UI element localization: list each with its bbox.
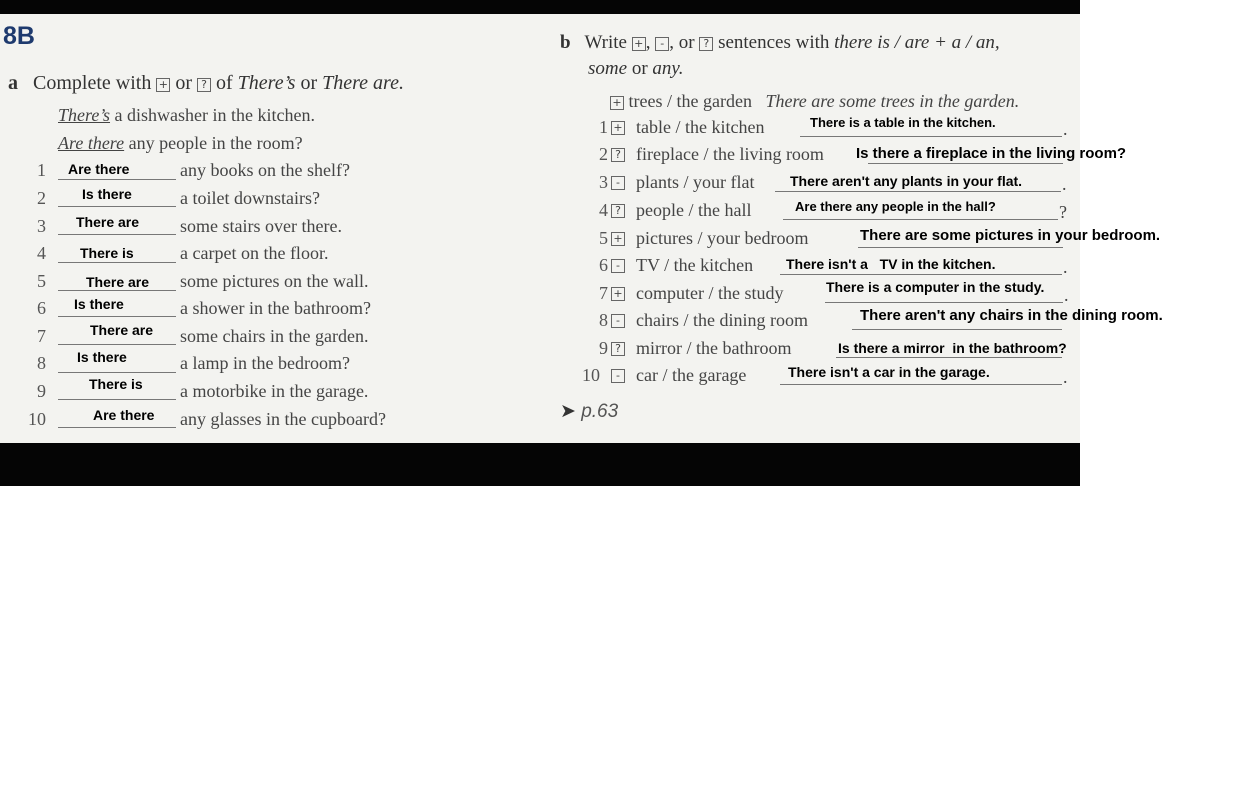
item-number: 5 — [599, 228, 608, 248]
sentence-rest: any books on the shelf? — [180, 160, 350, 180]
answer-text: There aren't any chairs in the dining room. — [860, 307, 1163, 324]
instruction-some: some — [588, 58, 628, 79]
item-prompt: fireplace / the living room — [636, 144, 824, 164]
answer-text: There are some pictures in your bedroom. — [860, 227, 1161, 244]
answer-blank — [780, 274, 1062, 275]
item-prompt: car / the garage — [636, 365, 747, 385]
answer-text: There isn't a TV in the kitchen. — [786, 256, 996, 272]
answer-text: There aren't any plants in your flat. — [790, 173, 1023, 189]
answer-text: Is there — [82, 186, 132, 202]
item-number: 3 — [599, 172, 608, 192]
item-prompt: pictures / your bedroom — [636, 228, 809, 248]
question-box-icon: ? — [197, 78, 211, 92]
line-end-punctuation: . — [1062, 174, 1067, 194]
answer-text: There is — [89, 376, 143, 392]
answer-blank — [58, 206, 176, 207]
sentence-rest: some pictures on the wall. — [180, 271, 369, 291]
answer-blank — [858, 247, 1063, 248]
item-number: 9 — [37, 381, 46, 401]
item-number: 1 — [37, 160, 46, 180]
question-box-icon: ? — [699, 37, 713, 51]
section-b-letter: b — [560, 32, 571, 53]
plus-box-icon: + — [611, 232, 625, 246]
item-number: 8 — [37, 353, 46, 373]
item-prompt: plants / your flat — [636, 172, 755, 192]
question-box-icon: ? — [611, 148, 625, 162]
example-answer: There are some trees in the garden. — [765, 91, 1020, 111]
item-prompt: mirror / the bathroom — [636, 338, 792, 358]
item-number: 9 — [599, 338, 608, 358]
unit-label: 8B — [3, 22, 35, 50]
minus-box-icon: - — [611, 259, 625, 273]
answer-text: There are — [90, 322, 154, 338]
item-number: 2 — [37, 188, 46, 208]
line-end-punctuation: ? — [1059, 202, 1067, 222]
question-box-icon: ? — [611, 342, 625, 356]
item-number: 8 — [599, 310, 608, 330]
answer-blank — [58, 316, 176, 317]
minus-box-icon: - — [611, 369, 625, 383]
instruction-comma: , — [645, 32, 651, 53]
minus-box-icon: - — [655, 37, 669, 51]
item-number: 4 — [599, 200, 608, 220]
answer-text: Is there — [77, 349, 127, 365]
item-prompt: TV / the kitchen — [636, 255, 754, 275]
answer-text: There is — [80, 245, 134, 261]
answer-blank — [58, 234, 176, 235]
sentence-rest: a carpet on the floor. — [180, 243, 329, 263]
answer-blank — [825, 302, 1063, 303]
item-number: 2 — [599, 144, 608, 164]
sentence-rest: some stairs over there. — [180, 216, 342, 236]
plus-box-icon: + — [156, 78, 170, 92]
instruction-of: of — [216, 72, 233, 94]
instruction-or: or — [631, 58, 648, 79]
plus-box-icon: + — [632, 37, 646, 51]
answer-text: Is there — [74, 296, 124, 312]
plus-box-icon: + — [611, 121, 625, 135]
answer-text: There are — [86, 274, 150, 290]
instruction-italic: there is / are + a / an, — [834, 32, 1000, 53]
answer-blank — [58, 262, 176, 263]
answer-text: There is a computer in the study. — [826, 279, 1045, 295]
plus-box-icon: + — [611, 287, 625, 301]
item-number: 5 — [37, 271, 46, 291]
instruction-or-2: or — [300, 72, 318, 94]
example-1 — [58, 105, 315, 126]
section-a-instruction — [8, 72, 404, 95]
answer-blank — [852, 329, 1062, 330]
sentence-rest: any glasses in the cupboard? — [180, 409, 386, 429]
item-number: 7 — [37, 326, 46, 346]
instruction-post: sentences with — [718, 32, 830, 53]
item-prompt: computer / the study — [636, 283, 784, 303]
section-b-instruction-line2 — [588, 58, 684, 80]
answer-blank — [58, 427, 176, 428]
item-number: 7 — [599, 283, 608, 303]
answer-blank — [780, 384, 1062, 385]
example-rest: any people in the room? — [128, 133, 303, 153]
example-answer: There’s — [58, 105, 111, 125]
sentence-rest: a toilet downstairs? — [180, 188, 320, 208]
answer-blank — [775, 191, 1061, 192]
plus-box-icon: + — [610, 96, 624, 110]
answer-blank — [58, 179, 176, 180]
answer-text: There isn't a car in the garage. — [788, 364, 990, 380]
section-a-letter: a — [8, 72, 18, 94]
top-black-bar — [0, 0, 1080, 14]
answer-text: Are there — [93, 407, 155, 423]
item-number: 1 — [599, 117, 608, 137]
item-number: 6 — [599, 255, 608, 275]
question-box-icon: ? — [611, 204, 625, 218]
sentence-rest: a motorbike in the garage. — [180, 381, 369, 401]
minus-box-icon: - — [611, 314, 625, 328]
answer-blank — [58, 344, 176, 345]
line-end-punctuation: . — [1063, 367, 1068, 387]
instruction-or: , or — [669, 32, 695, 53]
example-answer: Are there — [58, 133, 125, 153]
section-b-example — [610, 91, 1019, 112]
instruction-or: or — [175, 72, 192, 94]
item-prompt: table / the kitchen — [636, 117, 765, 137]
item-number: 3 — [37, 216, 46, 236]
answer-text: There is a table in the kitchen. — [810, 115, 996, 130]
answer-blank — [868, 163, 1063, 164]
answer-blank — [58, 290, 176, 291]
answer-text: Are there any people in the hall? — [795, 199, 996, 214]
answer-text: There are — [76, 214, 140, 230]
line-end-punctuation: . — [1063, 257, 1068, 277]
example-prompt: trees / the garden — [628, 91, 752, 111]
answer-blank — [58, 399, 176, 400]
page-reference[interactable] — [560, 400, 618, 423]
item-number: 10 — [582, 365, 600, 385]
answer-blank — [783, 219, 1058, 220]
sentence-rest: a shower in the bathroom? — [180, 298, 371, 318]
item-number: 10 — [28, 409, 46, 429]
page-ref-text: p.63 — [581, 401, 619, 422]
line-end-punctuation: . — [1063, 119, 1068, 139]
instruction-any: any. — [652, 58, 684, 79]
bottom-black-bar — [0, 443, 1080, 486]
item-number: 6 — [37, 298, 46, 318]
example-rest: a dishwasher in the kitchen. — [114, 105, 315, 125]
answer-blank — [800, 136, 1062, 137]
answer-blank — [836, 357, 1062, 358]
back-arrow-icon: ➤ — [560, 401, 576, 422]
sentence-rest: some chairs in the garden. — [180, 326, 369, 346]
instruction-text: Complete with — [33, 72, 152, 94]
item-number: 4 — [37, 243, 46, 263]
answer-text: Are there — [68, 161, 130, 177]
answer-text: Is there a mirror in the bathroom? — [838, 340, 1067, 356]
instruction-text: Write — [584, 32, 627, 53]
answer-blank — [58, 372, 176, 373]
minus-box-icon: - — [611, 176, 625, 190]
answer-text: Is there a fireplace in the living room? — [856, 145, 1127, 162]
instruction-form-2: There are. — [322, 72, 404, 94]
instruction-form-1: There’s — [237, 72, 296, 94]
sentence-rest: a lamp in the bedroom? — [180, 353, 350, 373]
section-b-instruction — [560, 32, 1000, 54]
item-prompt: people / the hall — [636, 200, 752, 220]
item-prompt: chairs / the dining room — [636, 310, 808, 330]
line-end-punctuation: . — [1064, 285, 1069, 305]
example-2 — [58, 133, 303, 154]
